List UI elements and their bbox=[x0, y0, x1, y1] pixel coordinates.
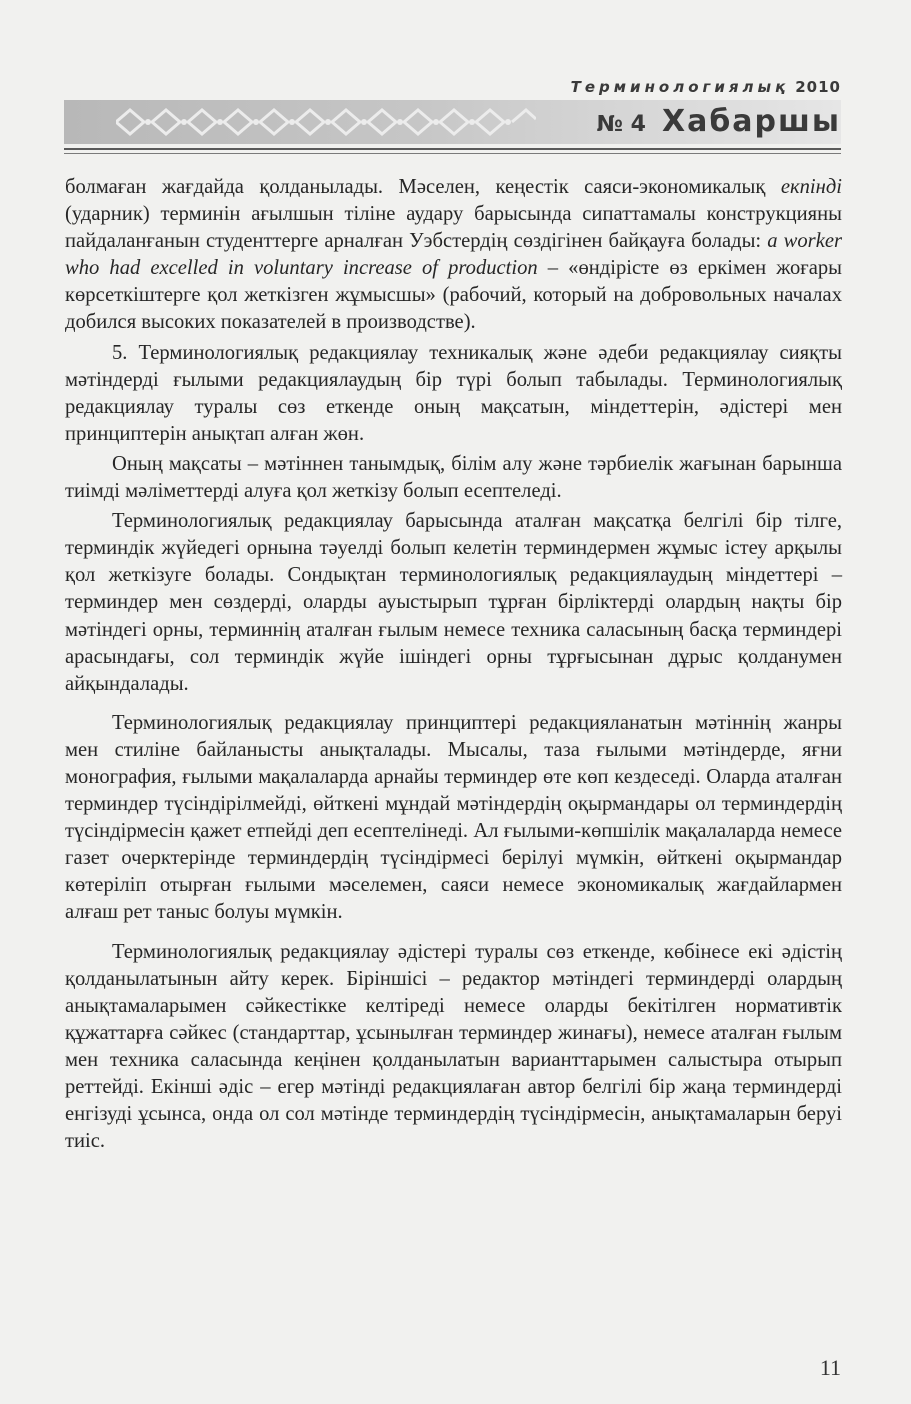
ornament-pattern-icon bbox=[116, 107, 536, 137]
journal-name-header bbox=[571, 78, 841, 96]
article-body bbox=[65, 174, 842, 1155]
paragraph-text: Терминологиялық редакциялау принциптері редакцияланатын мәтіннің жанры мен стиліне байланысты анықталады. Мысалы, таза ғылыми мәтіндерде, яғни монография, ғылыми мақалаларда арнайы терминдер өте көп кездеседі. Оларда аталған терминдер түсіндірілмейді, өйткені мұндай мәтіндердің оқырмандары ол терминдердің түсіндірмесін қажет етпейді деп есептелінеді. Ал ғылыми-көпшілік мақалаларда немесе газет очерктерінде терминдердің түсіндірмесі берілуі мүмкін, өйткені оқырмандар көтеріліп отырған ғылыми мәселемен, саяси немесе экономикалық жағдайлармен алғаш рет таныс болуы мүмкін. bbox=[65, 711, 842, 924]
paragraph-text: Терминологиялық редакциялау барысында аталған мақсатқа белгілі бір тілге, терминдік жүйедегі орнына тәуелді болып келетін терминдермен жұмыс істеу арқылы қол жеткізуге болады. Сондықтан терминологиялық редакциялаудың міндеттері – терминдер мен сөздерді, оларды ауыстырып тұрған бірліктерді олардың нақты бір мәтіндегі орны, терминнің аталған ғылым немесе техника саласының басқа терминдері арасындағы, сол терминдік жүйе ішіндегі орны тұрғысынан дұрыс қолданумен айқындалады. bbox=[65, 510, 842, 695]
issue-title bbox=[597, 100, 841, 144]
page-number: 11 bbox=[819, 1355, 841, 1380]
paragraph-text: Терминологиялық редакциялау әдістері туралы сөз еткенде, көбінесе екі әдістің қолданылатынын айту керек. Біріншісі – редактор мәтіндегі терминдерді олардың анықтамаларымен сәйкестікке келтіреді немесе оларды бекітілген нормативтік құжаттарға сәйкес (стандарттар, ұсынылған терминдер жинағы), немесе аталған ғылым мен техника саласында кеңінен қолданылатын варианттарымен салыстыра отырып реттейді. Екінші әдіс – егер мәтінді редакциялаған автор белгілі бір жаңа терминдерді енгізуді ұсынса, онда ол сол мәтінде терминдердің түсіндірмесін, анықтамаларын беруі тиіс. bbox=[65, 940, 842, 1153]
journal-year: 2010 bbox=[795, 78, 841, 96]
issue-number: № 4 bbox=[596, 112, 646, 137]
paragraph bbox=[65, 174, 842, 337]
paragraph-text: Оның мақсаты – мәтіннен танымдық, білім алу және тәрбиелік жағынан барынша тиімді мәліметтерді алуға қол жеткізу болып есептеледі. bbox=[65, 452, 842, 503]
header-rule bbox=[64, 148, 841, 150]
paragraph-text: 5. Терминологиялық редакциялау техникалық және әдеби редакциялау сияқты мәтіндерді ғылыми редакциялаудың бір түрі болып табылады. Терминологиялық редакциялау туралы сөз еткенде оның мақсатын, міндеттерін, әдістері мен принциптерін анықтап алған жөн. bbox=[65, 341, 842, 445]
paragraph bbox=[65, 451, 842, 505]
paragraph bbox=[65, 340, 842, 448]
paragraph bbox=[65, 710, 842, 927]
header-banner bbox=[64, 100, 841, 144]
journal-title: Хабаршы bbox=[661, 104, 841, 139]
paragraph-text: (ударник) терминін ағылшын тіліне аудару барысында сипаттамалы конструкцияны пайдаланғанын студенттерге арналған Уэбстердің сөздігінен байқауға болады: bbox=[65, 203, 842, 253]
paragraph bbox=[65, 508, 842, 698]
italic-term: екпінді bbox=[780, 176, 842, 198]
header-rule-thin bbox=[64, 153, 841, 154]
paragraph bbox=[65, 939, 842, 1156]
paragraph-text: болмаған жағдайда қолданылады. Мәселен, кеңестік саяси-экономикалық bbox=[65, 176, 781, 198]
journal-name: Терминологиялық bbox=[570, 78, 790, 96]
italic-term: a worker who had excelled in voluntary increase of production bbox=[65, 230, 842, 280]
paragraph-text: – «өндірісте өз еркімен жоғары көрсеткіштерге қол жеткізген жұмысшы» (рабочий, который на добровольных началах добился высоких показателей в производстве). bbox=[65, 257, 842, 334]
